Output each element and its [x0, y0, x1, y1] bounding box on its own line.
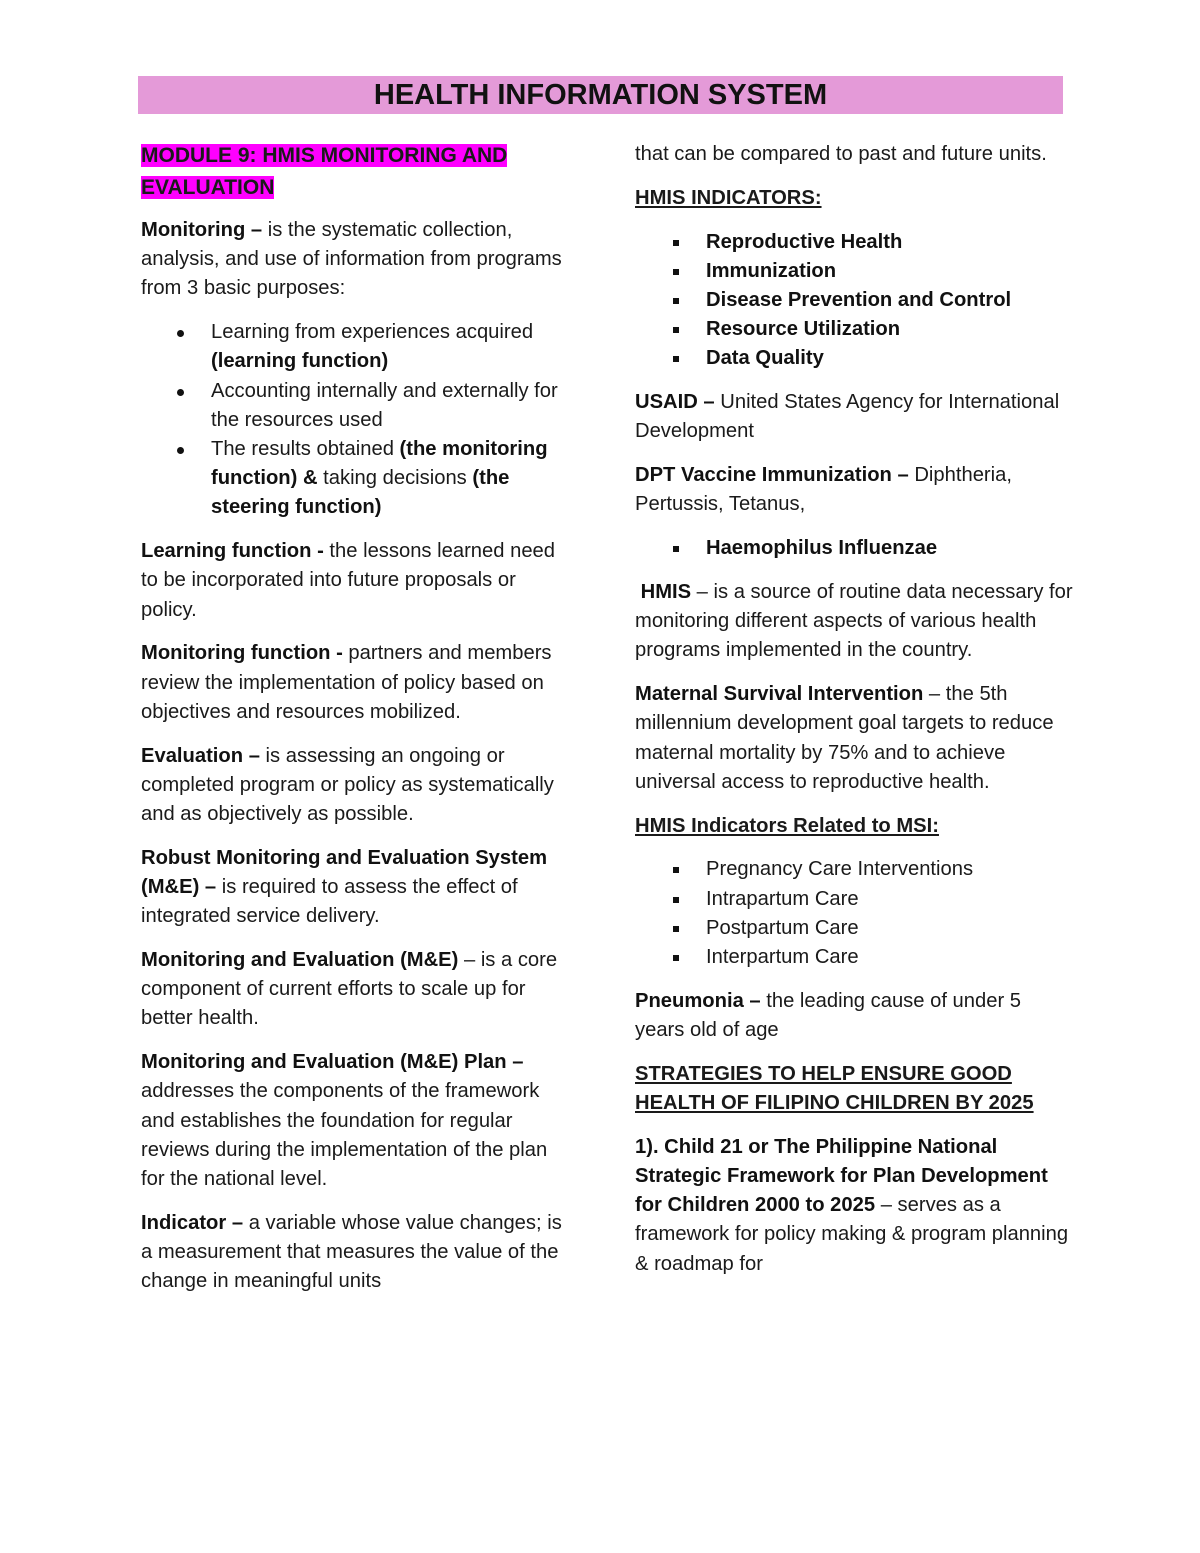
- list-item: Data Quality: [635, 344, 1075, 373]
- list-item: Pregnancy Care Interventions: [635, 855, 1075, 884]
- list-item: The results obtained (the monitoring function) & taking decisions (the steering function): [141, 435, 571, 523]
- hmis-definition: HMIS – is a source of routine data necessary for monitoring different aspects of various health programs implemented in the country.: [635, 581, 1073, 662]
- monitoring-definition: Monitoring – is the systematic collection, analysis, and use of information from programs from 3 basic purposes:: [141, 219, 562, 300]
- list-item: Resource Utilization: [635, 315, 1075, 344]
- dpt-list: [635, 534, 1075, 563]
- evaluation-definition: Evaluation – is assessing an ongoing or completed program or policy as systematically and as objectively as possible.: [141, 744, 554, 826]
- list-item: Accounting internally and externally for the resources used: [141, 377, 571, 435]
- continued-text: that can be compared to past and future units.: [635, 143, 1047, 165]
- strategies-heading: STRATEGIES TO HELP ENSURE GOOD HEALTH OF FILIPINO CHILDREN BY 2025: [635, 1062, 1034, 1115]
- usaid-definition: USAID – United States Agency for International Development: [635, 391, 1060, 443]
- module-heading: MODULE 9: HMIS MONITORING AND EVALUATION: [141, 144, 508, 199]
- pneumonia-definition: Pneumonia – the leading cause of under 5 years old of age: [635, 989, 1022, 1042]
- list-item: Haemophilus Influenzae: [635, 534, 1075, 563]
- list-item: Intrapartum Care: [635, 885, 1075, 914]
- list-item: Reproductive Health: [635, 228, 1075, 257]
- dpt-definition: DPT Vaccine Immunization – Diphtheria, Pertussis, Tetanus,: [635, 464, 1012, 516]
- left-column: [141, 140, 571, 1311]
- document-title-bar: [138, 76, 1063, 114]
- document-title: HEALTH INFORMATION SYSTEM: [373, 79, 828, 111]
- hmis-indicators-heading: HMIS INDICATORS:: [635, 186, 822, 209]
- msi-definition: Maternal Survival Intervention – the 5th millennium development goal targets to reduce maternal mortality by 75% and to achieve universal access to reproductive health.: [635, 683, 1054, 793]
- indicator-definition: Indicator – a variable whose value changes; is a measurement that measures the value of the change in meaningful units: [141, 1211, 562, 1293]
- child21-definition: 1). Child 21 or The Philippine National Strategic Framework for Plan Development for Children 2000 to 2025 – serves as a framework for policy making & program planning & roadmap for: [635, 1135, 1069, 1275]
- msi-indicators-heading: HMIS Indicators Related to MSI:: [635, 814, 939, 837]
- list-item: Postpartum Care: [635, 914, 1075, 943]
- list-item: Interpartum Care: [635, 943, 1075, 972]
- learning-function-definition: Learning function - the lessons learned need to be incorporated into future proposals or policy.: [141, 540, 555, 621]
- robust-me-definition: Robust Monitoring and Evaluation System (M&E) – is required to assess the effect of integrated service delivery.: [141, 846, 548, 928]
- msi-indicators-list: [635, 855, 1075, 972]
- right-column: [635, 140, 1075, 1293]
- me-plan-definition: Monitoring and Evaluation (M&E) Plan – addresses the components of the framework and establishes the foundation for regular reviews during the implementation of the plan for the national level.: [141, 1051, 548, 1191]
- monitoring-function-definition: Monitoring function - partners and members review the implementation of policy based on objectives and resources mobilized.: [141, 642, 552, 723]
- list-item: Disease Prevention and Control: [635, 286, 1075, 315]
- me-definition: Monitoring and Evaluation (M&E) – is a core component of current efforts to scale up for better health.: [141, 949, 558, 1030]
- purposes-list: [141, 318, 571, 522]
- list-item: Immunization: [635, 257, 1075, 286]
- hmis-indicators-list: [635, 228, 1075, 374]
- list-item: Learning from experiences acquired (learning function): [141, 318, 571, 376]
